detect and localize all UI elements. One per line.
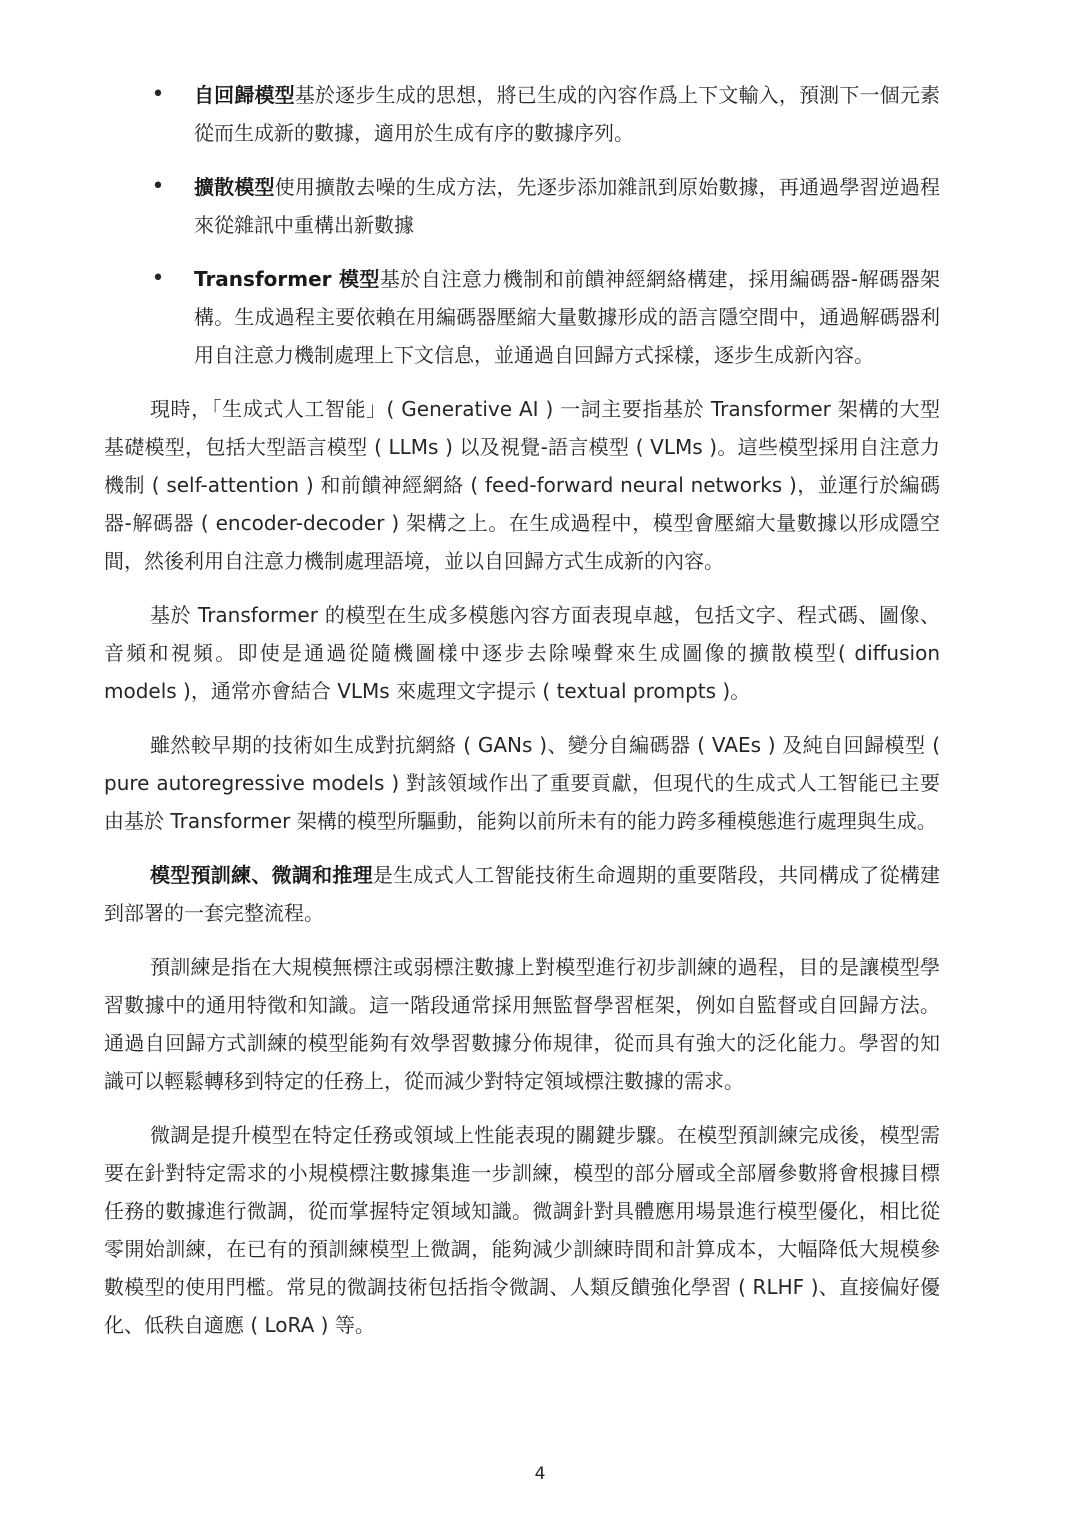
paragraph-pretraining bbox=[104, 948, 940, 1100]
list-item-text: 基於自注意力機制和前饋神經網絡構建，採用編碼器-解碼器架構。生成過程主要依賴在用編碼器壓縮大量數據形成的語言隱空間中，通過解碼器利用自注意力機制處理上下文信息，並通過自回歸方式採樣，逐步生成新內容。 bbox=[194, 267, 941, 367]
list-item-text: 基於逐步生成的思想，將已生成的內容作爲上下文輸入，預測下一個元素從而生成新的數據，適用於生成有序的數據序列。 bbox=[194, 83, 941, 145]
page-content bbox=[104, 76, 940, 1360]
paragraph-text: 預訓練是指在大規模無標注或弱標注數據上對模型進行初步訓練的過程，目的是讓模型學習數據中的通用特徵和知識。這一階段通常採用無監督學習框架，例如自監督或自回歸方法。通過自回歸方式訓練的模型能夠有效學習數據分佈規律，從而具有強大的泛化能力。學習的知識可以輕鬆轉移到特定的任務上，從而減少對特定領域標注數據的需求。 bbox=[104, 955, 940, 1093]
list-item-transformer bbox=[104, 260, 940, 374]
list-item-term: 擴散模型 bbox=[194, 175, 275, 199]
list-item-diffusion bbox=[104, 168, 940, 244]
list-item-autoregressive bbox=[104, 76, 940, 152]
list-item-term: Transformer 模型 bbox=[194, 267, 380, 291]
list-item-term: 自回歸模型 bbox=[194, 83, 295, 107]
paragraph-finetuning bbox=[104, 1116, 940, 1344]
paragraph-earlier-techniques bbox=[104, 726, 940, 840]
paragraph-bold-lead: 模型預訓練、微調和推理 bbox=[150, 863, 373, 887]
model-type-list bbox=[104, 76, 940, 374]
paragraph-text: 是生成式人工智能技術生命週期的重要階段，共同構成了從構建到部署的一套完整流程。 bbox=[104, 863, 941, 925]
paragraph-generative-ai bbox=[104, 390, 940, 580]
paragraph-text: 微調是提升模型在特定任務或領域上性能表現的關鍵步驟。在模型預訓練完成後，模型需要在針對特定需求的小規模標注數據集進一步訓練，模型的部分層或全部層參數將會根據目標任務的數據進行微調，從而掌握特定領域知識。微調針對具體應用場景進行模型優化，相比從零開始訓練，在已有的預訓練模型上微調，能夠減少訓練時間和計算成本，大幅降低大規模參數模型的使用門檻。常見的微調技術包括指令微調、人類反饋強化學習 ( RLHF )、直接偏好優化、低秩自適應 ( LoRA ) 等。 bbox=[104, 1123, 940, 1337]
list-item-text: 使用擴散去噪的生成方法，先逐步添加雜訊到原始數據，再通過學習逆過程來從雜訊中重構出新數據 bbox=[194, 175, 941, 237]
bullet-icon: • bbox=[151, 174, 165, 199]
paragraph-text: 雖然較早期的技術如生成對抗網絡 ( GANs )、變分自編碼器 ( VAEs ) 及純自回歸模型 ( pure autoregressive models ) 對該領域作出了重要貢獻，但現代的生成式人工智能已主要由基於 Transformer 架構的模型所驅動，能夠以前所未有的能力跨多種模態進行處理與生成。 bbox=[104, 733, 940, 833]
page-number: 4 bbox=[534, 1464, 546, 1484]
paragraph-multimodal bbox=[104, 596, 940, 710]
bullet-icon: • bbox=[151, 82, 165, 107]
bullet-icon: • bbox=[151, 266, 165, 291]
paragraph-text: 現時，「生成式人工智能」( Generative AI ) 一詞主要指基於 Transformer 架構的大型基礎模型，包括大型語言模型 ( LLMs ) 以及視覺-語言模型 ( VLMs )。這些模型採用自注意力機制 ( self-attention ) 和前饋神經網絡 ( feed-forward neural networks )，並運行於編碼器-解碼器 ( encoder-decoder ) 架構之上。在生成過程中，模型會壓縮大量數據以形成隱空間，然後利用自注意力機制處理語境，並以自回歸方式生成新的內容。 bbox=[104, 397, 940, 573]
paragraph-lifecycle bbox=[104, 856, 940, 932]
paragraph-text: 基於 Transformer 的模型在生成多模態內容方面表現卓越，包括文字、程式碼、圖像、音頻和視頻。即使是通過從隨機圖樣中逐步去除噪聲來生成圖像的擴散模型( diffusion models )，通常亦會結合 VLMs 來處理文字提示 ( textual prompts )。 bbox=[104, 603, 940, 703]
